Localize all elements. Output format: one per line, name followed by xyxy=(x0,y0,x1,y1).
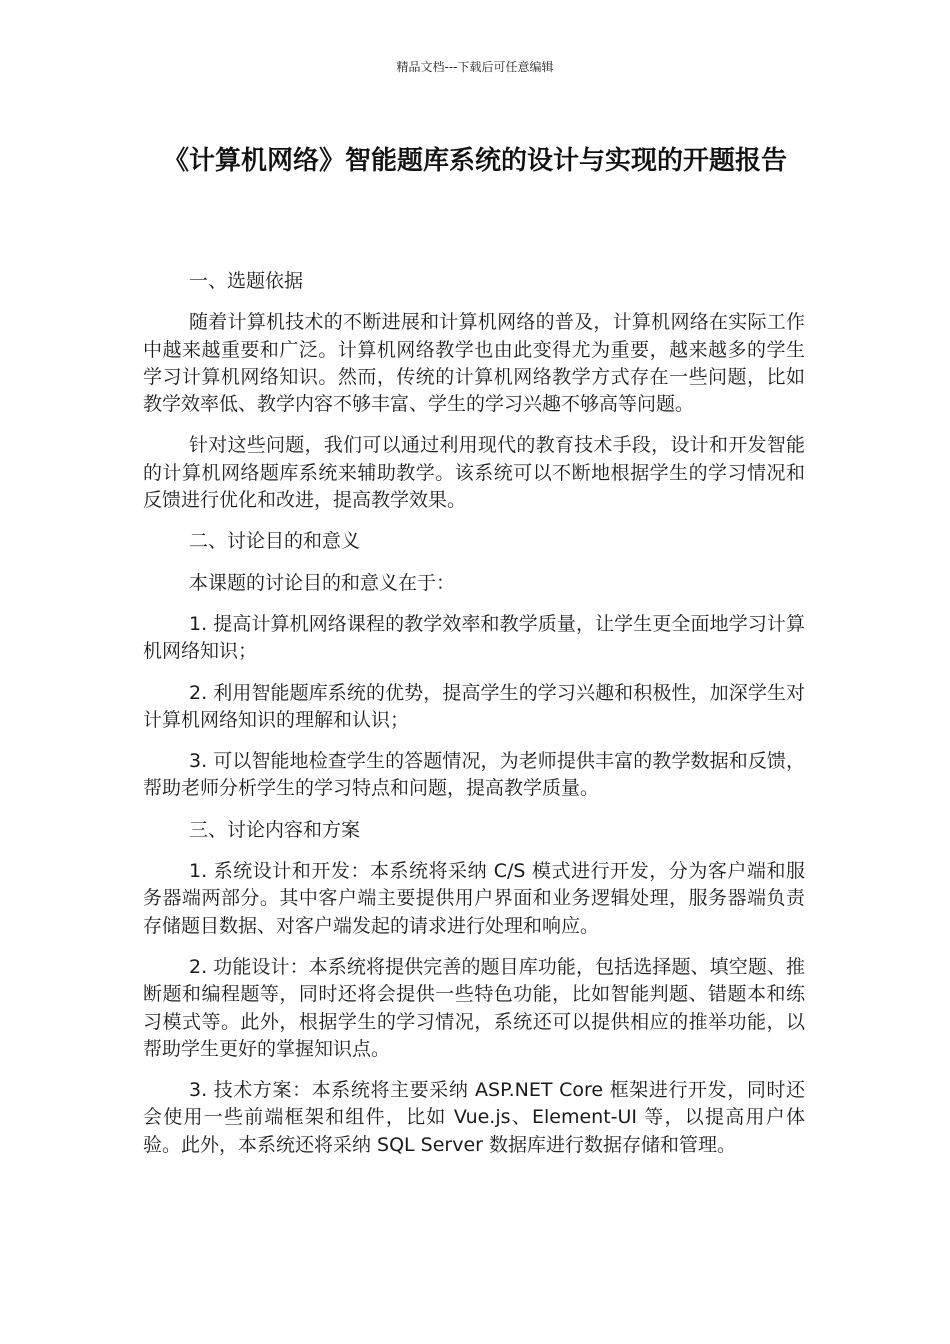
list-item: 1. 系统设计和开发：本系统将采纳 C/S 模式进行开发，分为客户端和服务器端两部分。其中客户端主要提供用户界面和业务逻辑处理，服务器端负责存储题目数据、对客户端发起的请求进行处理和响应。 xyxy=(143,860,805,937)
document-body xyxy=(143,268,805,1159)
list-item: 2. 利用智能题库系统的优势，提高学生的学习兴趣和积极性，加深学生对计算机网络知识的理解和认识； xyxy=(143,681,805,731)
section-heading-1: 一、选题依据 xyxy=(189,270,304,292)
paragraph: 针对这些问题，我们可以通过利用现代的教育技术手段，设计和开发智能的计算机网络题库系统来辅助教学。该系统可以不断地根据学生的学习情况和反馈进行优化和改进，提高教学效果。 xyxy=(143,434,805,512)
section-heading-3: 三、讨论内容和方案 xyxy=(189,818,361,841)
page-header-note: 精品文档---下载后可任意编辑 xyxy=(396,60,554,74)
list-item: 1. 提高计算机网络课程的教学效率和教学质量，让学生更全面地学习计算机网络知识； xyxy=(143,612,805,663)
document-title: 《计算机网络》智能题库系统的设计与实现的开题报告 xyxy=(162,146,787,176)
paragraph: 随着计算机技术的不断进展和计算机网络的普及，计算机网络在实际工作中越来越重要和广泛。计算机网络教学也由此变得尤为重要，越来越多的学生学习计算机网络知识。然而，传统的计算机网络教学方式存在一些问题，比如教学效率低、教学内容不够丰富、学生的学习兴趣不够高等问题。 xyxy=(143,311,805,416)
paragraph: 本课题的讨论目的和意义在于： xyxy=(189,571,456,594)
list-item: 2. 功能设计：本系统将提供完善的题目库功能，包括选择题、填空题、推断题和编程题等，同时还将会提供一些特色功能，比如智能判题、错题本和练习模式等。此外，根据学生的学习情况，系统还可以提供相应的推举功能，以帮助学生更好的掌握知识点。 xyxy=(143,955,805,1060)
section-heading-2: 二、讨论目的和意义 xyxy=(189,530,361,553)
list-item: 3. 可以智能地检查学生的答题情况，为老师提供丰富的教学数据和反馈，帮助老师分析学生的学习特点和问题，提高教学质量。 xyxy=(143,750,805,800)
list-item: 3. 技术方案：本系统将主要采纳 ASP.NET Core 框架进行开发，同时还会使用一些前端框架和组件，比如 Vue.js、Element-UI 等，以提高用户体验。此外，本系统还将采纳 SQL Server 数据库进行数据存储和管理。 xyxy=(143,1079,805,1156)
